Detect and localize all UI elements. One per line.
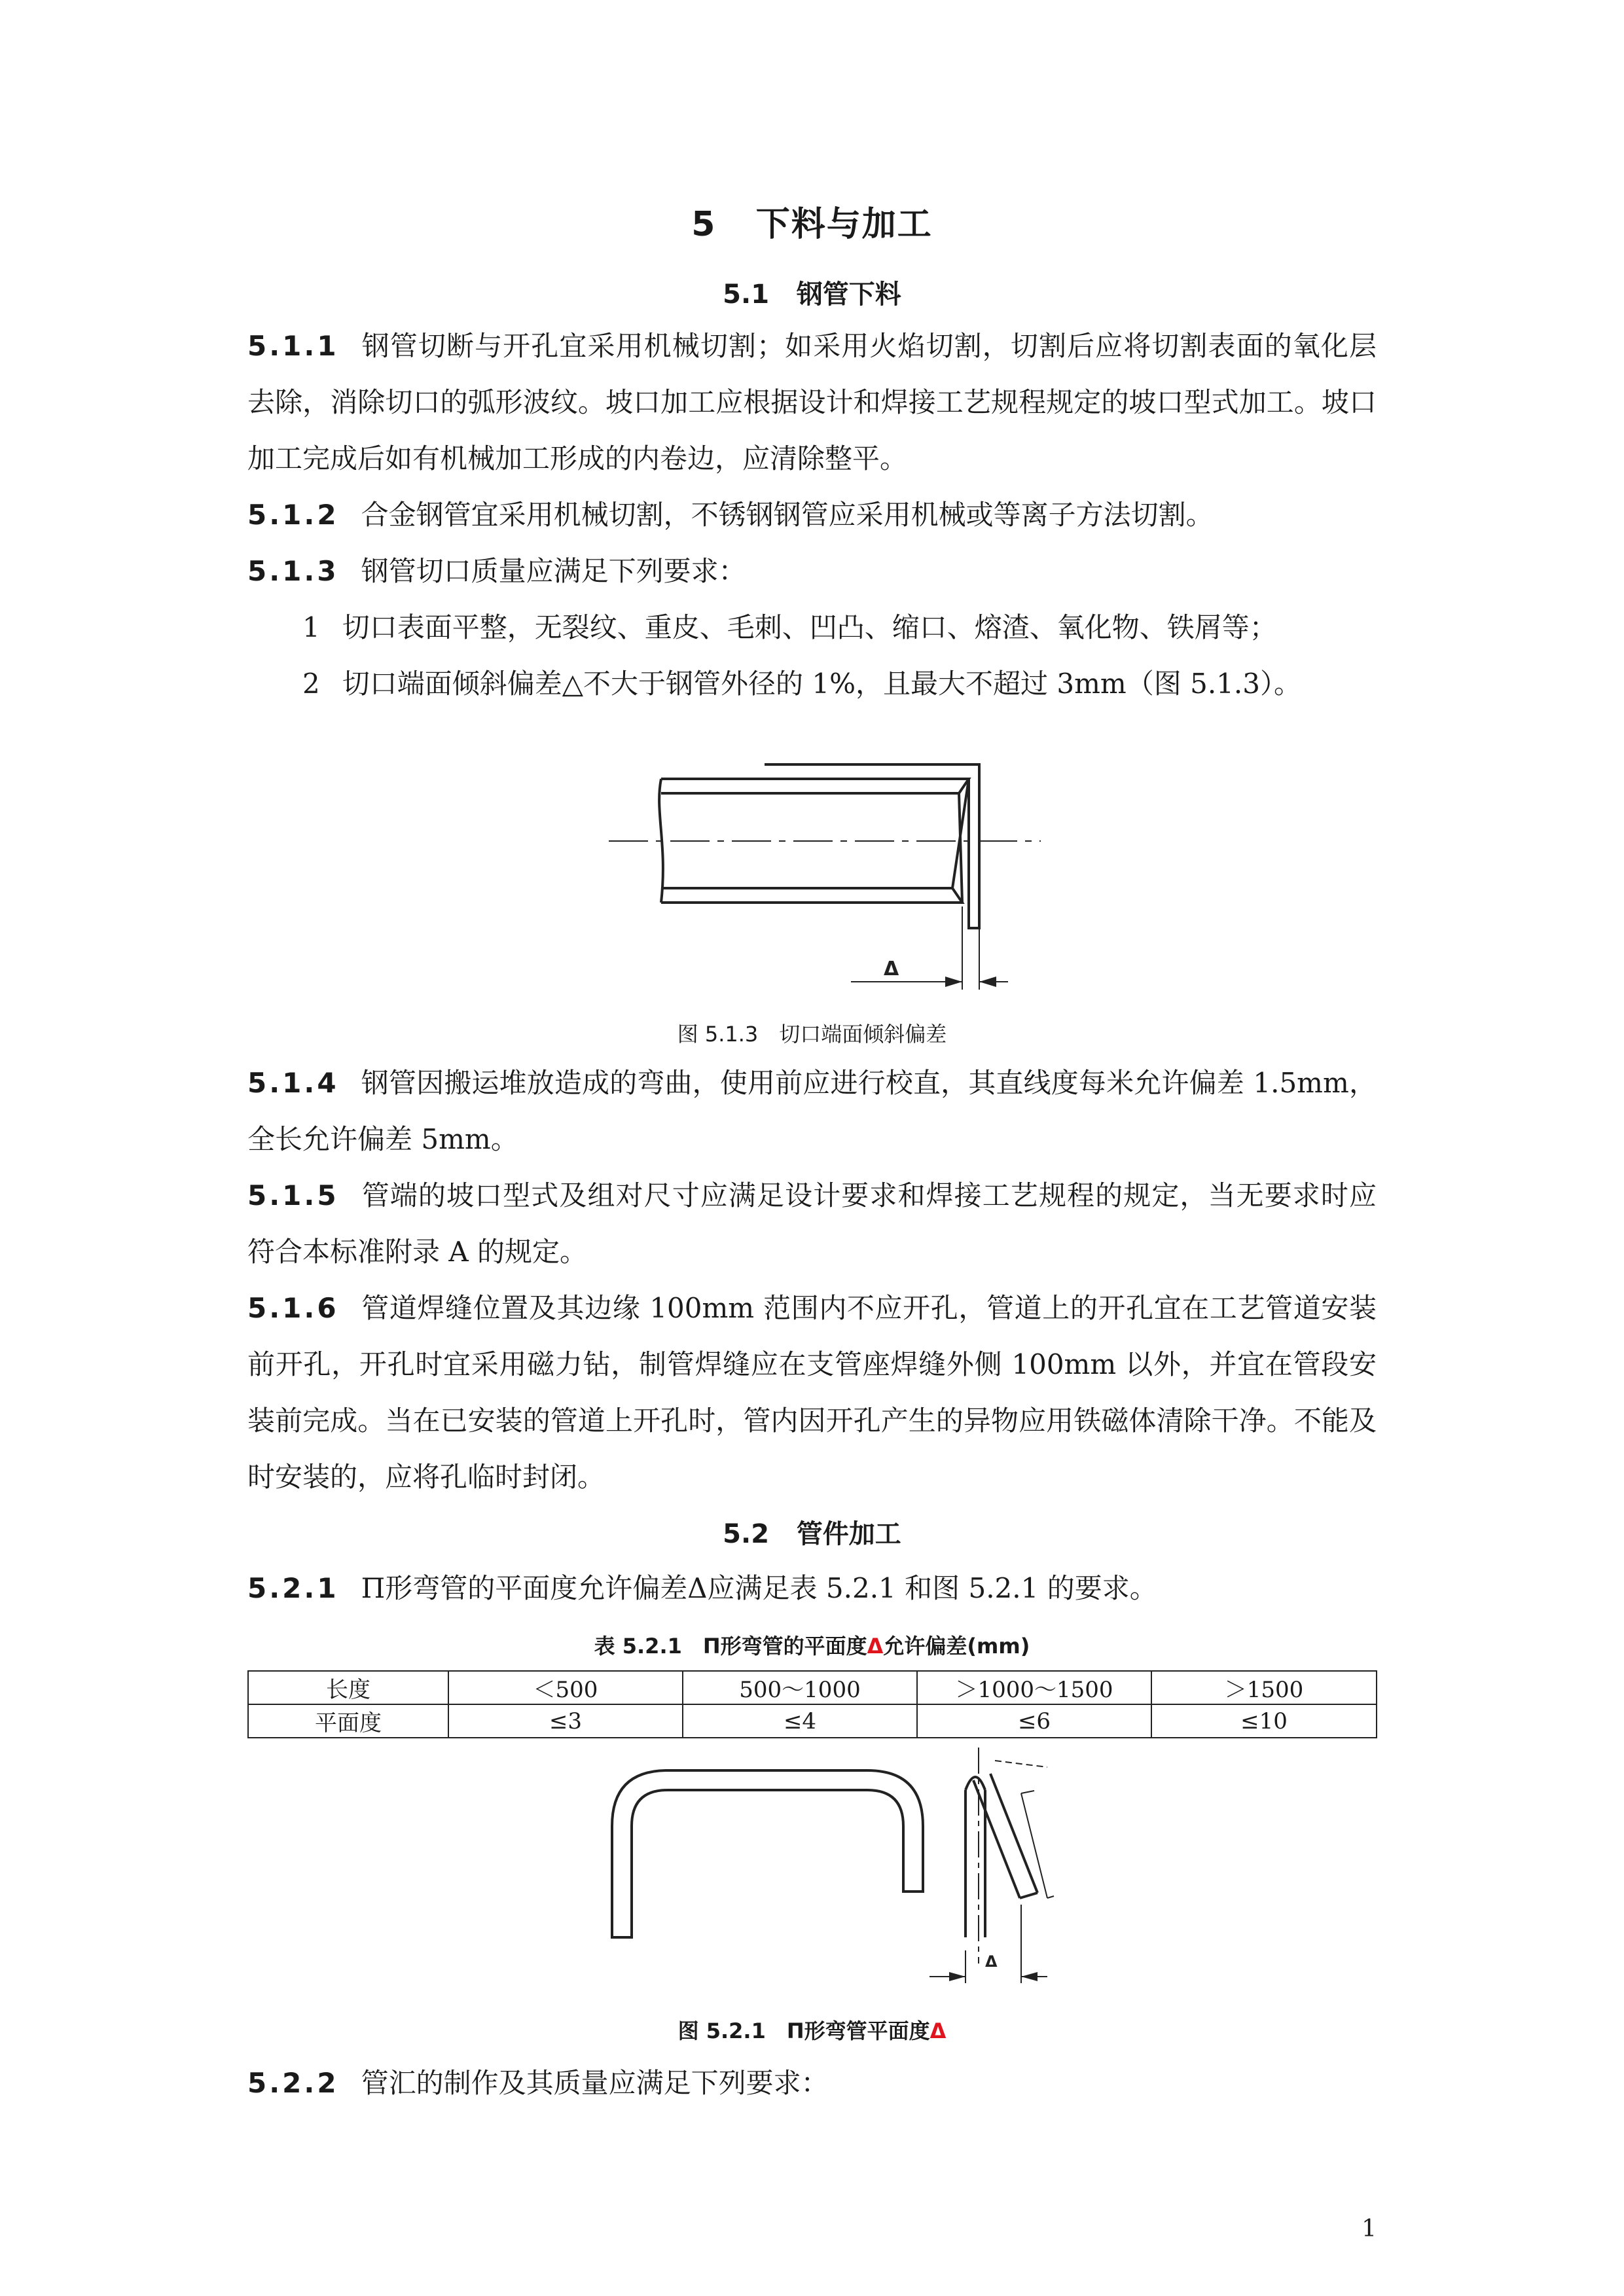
figure-5-1-3-caption: 图 5.1.3 切口端面倾斜偏差 (677, 1022, 947, 1047)
clause-5-2-2: 5.2.2 管汇的制作及其质量应满足下列要求： (247, 2067, 829, 2099)
clause-5-1-3-item-2: 2 切口端面倾斜偏差△不大于钢管外径的 1%，且最大不超过 3mm（图 5.1.3）。 (302, 668, 1301, 700)
figure-5-2-1-caption: 图 5.2.1 Π形弯管平面度Δ (677, 2018, 947, 2043)
table-cell: ≤6 (917, 1704, 1151, 1738)
section-heading-5-2: 5.2 管件加工 (723, 1519, 901, 1549)
table-cell: ＞1000～1500 (917, 1671, 1151, 1704)
section-heading-5-1: 5.1 钢管下料 (723, 279, 901, 310)
clause-5-1-2: 5.1.2 合金钢管宜采用机械切割，不锈钢钢管应采用机械或等离子方法切割。 (247, 499, 1214, 531)
table-cell: ≤10 (1151, 1704, 1377, 1738)
clause-5-1-1: 5.1.1 钢管切断与开孔宜采用机械切割；如采用火焰切割，切割后应将切割表面的氧化层去除，消除切口的弧形波纹。坡口加工应根据设计和焊接工艺规程规定的坡口型式加工。坡口加工完成后如有机械加工形成的内卷边，应清除整平。 (247, 330, 1377, 475)
table-row (248, 1671, 1377, 1704)
table-5-2-1-caption: 表 5.2.1 Π形弯管的平面度Δ允许偏差(mm) (594, 1634, 1030, 1659)
clause-5-1-5: 5.1.5 管端的坡口型式及组对尺寸应满足设计要求和焊接工艺规程的规定，当无要求时应符合本标准附录 A 的规定。 (247, 1179, 1377, 1268)
clause-5-1-3-item-1: 1 切口表面平整，无裂纹、重皮、毛刺、凹凸、缩口、熔渣、氧化物、铁屑等； (302, 611, 1277, 643)
clause-5-1-4: 5.1.4 钢管因搬运堆放造成的弯曲，使用前应进行校直，其直线度每米允许偏差 1.5mm，全长允许偏差 5mm。 (247, 1067, 1377, 1155)
figure-5-2-1-delta-label: Δ (985, 1952, 998, 1971)
chapter-title: 5 下料与加工 (691, 205, 933, 244)
clause-5-1-6: 5.1.6 管道焊缝位置及其边缘 100mm 范围内不应开孔，管道上的开孔宜在工艺管道安装前开孔，开孔时宜采用磁力钻，制管焊缝应在支管座焊缝外侧 100mm 以外，并宜在管段安装前完成。当在已安装的管道上开孔时，管内因开孔产生的异物应用铁磁体清除干净。不能及时安装的，应将孔临时封闭。 (247, 1292, 1377, 1493)
page-number: 1 (1362, 2215, 1377, 2242)
table-cell: ≤4 (683, 1704, 917, 1738)
table-cell: 长度 (248, 1671, 448, 1704)
table-cell: 平面度 (248, 1704, 448, 1738)
table-cell: ≤3 (448, 1704, 683, 1738)
clause-5-2-1: 5.2.1 Π形弯管的平面度允许偏差Δ应满足表 5.2.1 和图 5.2.1 的要求。 (247, 1572, 1157, 1604)
table-5-2-1 (247, 1670, 1377, 1738)
clause-5-1-3: 5.1.3 钢管切口质量应满足下列要求： (247, 555, 746, 587)
table-cell: ＜500 (448, 1671, 683, 1704)
table-cell: ＞1500 (1151, 1671, 1377, 1704)
table-cell: 500～1000 (683, 1671, 917, 1704)
figure-5-1-3-delta-label: Δ (884, 958, 899, 980)
table-row (248, 1704, 1377, 1738)
